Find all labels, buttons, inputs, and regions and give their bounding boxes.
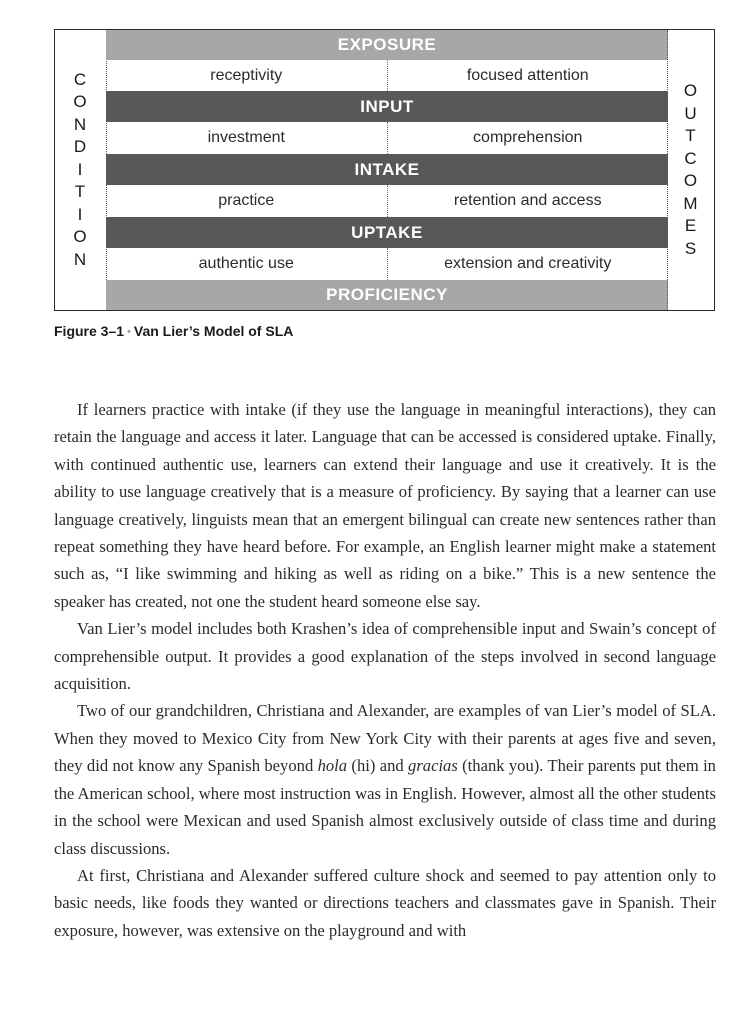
side-letter: O xyxy=(683,81,699,100)
band-uptake: UPTAKE xyxy=(106,217,668,248)
side-letter: I xyxy=(77,204,84,224)
caption-bullet: • xyxy=(127,326,131,338)
paragraph xyxy=(54,697,716,861)
side-letter: T xyxy=(74,182,87,202)
row-receptivity xyxy=(106,60,668,91)
side-letter: N xyxy=(73,249,88,269)
side-letter: O xyxy=(73,227,88,247)
text-run: (hi) and xyxy=(347,756,409,776)
side-letter: D xyxy=(73,137,88,157)
side-letter: T xyxy=(685,126,697,145)
condition-cell: practice xyxy=(106,185,388,217)
band-proficiency: PROFICIENCY xyxy=(106,280,668,310)
band-input: INPUT xyxy=(106,91,668,122)
caption-title: Van Lier’s Model of SLA xyxy=(133,323,294,339)
side-letter: C xyxy=(73,69,88,89)
condition-cell: authentic use xyxy=(106,248,388,280)
text-run: Two of our grandchildren, Christiana and Alexander, are examples of van Lier’s model of SLA. When they moved to Mexico City from New York City with their parents at ages five and seven, they did not know any Spanish beyond xyxy=(54,701,716,776)
side-letter: O xyxy=(683,171,699,190)
side-letter: S xyxy=(684,238,698,258)
sla-model-figure xyxy=(54,29,715,311)
italic-word: hola xyxy=(317,756,348,776)
condition-cell: receptivity xyxy=(106,60,388,91)
outcome-cell: focused attention xyxy=(466,66,589,84)
side-letter: C xyxy=(684,148,698,168)
side-letter: I xyxy=(77,159,84,179)
outcome-cell: retention and access xyxy=(453,192,602,209)
band-intake: INTAKE xyxy=(106,154,668,185)
text-run: (thank you). Their parents put them in the American school, where most instruction was in English. However, almost all the other students in the school were Mexican and used Spanish almost exclusively outside of class time and during class discussions. xyxy=(54,756,716,858)
side-letter: E xyxy=(684,216,698,235)
side-letter: U xyxy=(684,103,698,123)
outcome-cell: comprehension xyxy=(473,129,583,146)
row-authentic-use xyxy=(106,248,668,280)
conditions-column xyxy=(55,30,107,310)
paragraph: If learners practice with intake (if they use the language in meaningful interactions), they can retain the language and access it later. Language that can be accessed is considered uptake. Finally, with continued authentic use, learners can extend their language and use it creatively. It is the ability to use language creatively that is a measure of proficiency. By saying that a learner can use language creatively, linguists mean that an emergent bilingual can create new sentences rather than repeat something they have heard before. For example, an English learner might make a statement such as, “I like swimming and hiking as well as riding on a bike.” This is a new sentence the speaker has created, not one the student heard someone else say. xyxy=(54,400,716,611)
paragraph: Van Lier’s model includes both Krashen’s idea of comprehensible input and Swain’s concept of comprehensible output. It provides a good explanation of the steps involved in second language acquisition. xyxy=(54,619,716,694)
italic-word: gracias xyxy=(408,756,458,776)
condition-cell: investment xyxy=(106,122,388,154)
row-practice xyxy=(106,185,668,217)
paragraph: At first, Christiana and Alexander suffered culture shock and seemed to pay attention only to basic needs, like foods they wanted or directions teachers and classmates gave in Spanish. Their exposure, however, was extensive on the playground and with xyxy=(54,865,716,940)
model-stages xyxy=(106,30,668,310)
side-letter: M xyxy=(683,193,699,213)
outcome-cell: extension and creativity xyxy=(444,255,612,272)
row-investment xyxy=(106,122,668,154)
side-letter: O xyxy=(73,92,88,112)
band-exposure: EXPOSURE xyxy=(106,30,668,60)
side-letter: N xyxy=(73,114,88,134)
outcomes-column xyxy=(667,30,714,310)
figure-caption xyxy=(54,323,293,339)
body-text xyxy=(54,396,716,944)
caption-number: Figure 3–1 xyxy=(54,323,125,339)
